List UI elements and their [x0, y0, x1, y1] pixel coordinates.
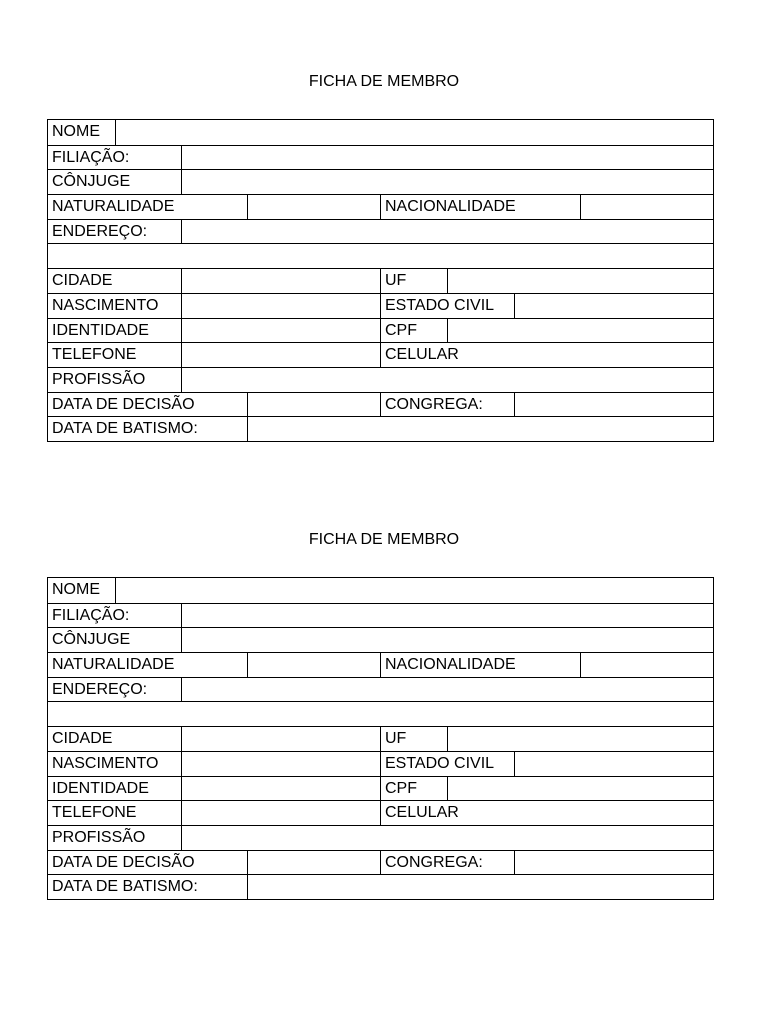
field-cidade[interactable]	[181, 727, 380, 751]
label-cpf: CPF	[380, 319, 447, 343]
label-data-batismo: DATA DE BATISMO:	[52, 420, 198, 438]
field-endereco-line-2[interactable]	[48, 244, 713, 268]
label-cpf: CPF	[380, 777, 447, 801]
label-congrega: CONGREGA:	[380, 393, 514, 417]
field-uf[interactable]	[447, 727, 713, 751]
row-endereco	[48, 219, 713, 244]
field-telefone[interactable]	[181, 801, 380, 825]
field-endereco[interactable]	[181, 220, 713, 244]
row-filiacao	[48, 603, 713, 628]
field-cpf[interactable]	[447, 777, 713, 801]
label-profissao: PROFISSÃO	[52, 370, 146, 388]
field-telefone[interactable]	[181, 343, 380, 367]
label-endereco: ENDEREÇO:	[52, 222, 148, 240]
member-form-table	[47, 577, 714, 900]
field-nome[interactable]	[115, 120, 713, 145]
row-data-decisao	[48, 850, 713, 875]
label-profissao: PROFISSÃO	[52, 828, 146, 846]
label-nascimento: NASCIMENTO	[52, 754, 159, 772]
row-profissao	[48, 825, 713, 850]
label-naturalidade: NATURALIDADE	[52, 198, 175, 216]
row-cidade	[48, 268, 713, 293]
label-filiacao: FILIAÇÃO:	[52, 606, 130, 624]
label-data-batismo: DATA DE BATISMO:	[52, 878, 198, 896]
field-endereco-line-2[interactable]	[48, 702, 713, 726]
form-title: FICHA DE MEMBRO	[308, 73, 460, 90]
field-nome[interactable]	[115, 578, 713, 603]
field-nacionalidade[interactable]	[580, 653, 713, 677]
label-uf: UF	[380, 269, 447, 293]
field-data-batismo[interactable]	[247, 875, 713, 899]
field-data-decisao[interactable]	[247, 851, 380, 875]
row-naturalidade	[48, 652, 713, 677]
row-telefone	[48, 800, 713, 825]
label-data-decisao: DATA DE DECISÃO	[52, 395, 195, 413]
label-conjuge: CÔNJUGE	[52, 173, 131, 191]
label-nacionalidade: NACIONALIDADE	[380, 653, 580, 677]
field-celular[interactable]	[380, 801, 713, 825]
field-conjuge[interactable]	[181, 170, 713, 194]
row-naturalidade	[48, 194, 713, 219]
label-telefone: TELEFONE	[52, 346, 137, 364]
row-filiacao	[48, 145, 713, 170]
row-data-batismo	[48, 416, 713, 441]
field-conjuge[interactable]	[181, 628, 713, 652]
label-data-decisao: DATA DE DECISÃO	[52, 853, 195, 871]
label-nascimento: NASCIMENTO	[52, 296, 159, 314]
label-identidade: IDENTIDADE	[52, 779, 149, 797]
field-naturalidade[interactable]	[247, 653, 380, 677]
label-endereco: ENDEREÇO:	[52, 680, 148, 698]
field-nacionalidade[interactable]	[580, 195, 713, 219]
row-nome	[48, 120, 713, 145]
row-nascimento	[48, 293, 713, 318]
field-congrega[interactable]	[514, 393, 713, 417]
field-cpf[interactable]	[447, 319, 713, 343]
field-naturalidade[interactable]	[247, 195, 380, 219]
label-conjuge: CÔNJUGE	[52, 631, 131, 649]
row-nome	[48, 578, 713, 603]
label-uf: UF	[380, 727, 447, 751]
field-nascimento[interactable]	[181, 752, 380, 776]
form-title: FICHA DE MEMBRO	[308, 531, 460, 548]
row-endereco	[48, 677, 713, 702]
field-nascimento[interactable]	[181, 294, 380, 318]
field-profissao[interactable]	[181, 826, 713, 850]
row-endereco-cont	[48, 243, 713, 268]
label-celular: CELULAR	[385, 804, 459, 822]
label-celular: CELULAR	[385, 346, 459, 364]
row-endereco-cont	[48, 701, 713, 726]
field-congrega[interactable]	[514, 851, 713, 875]
field-profissao[interactable]	[181, 368, 713, 392]
row-conjuge	[48, 627, 713, 652]
label-congrega: CONGREGA:	[380, 851, 514, 875]
row-conjuge	[48, 169, 713, 194]
field-filiacao[interactable]	[181, 146, 713, 170]
field-celular[interactable]	[380, 343, 713, 367]
field-endereco[interactable]	[181, 678, 713, 702]
field-uf[interactable]	[447, 269, 713, 293]
label-cidade: CIDADE	[52, 272, 113, 290]
field-identidade[interactable]	[181, 777, 380, 801]
field-data-decisao[interactable]	[247, 393, 380, 417]
row-telefone	[48, 342, 713, 367]
row-data-decisao	[48, 392, 713, 417]
label-estado-civil: ESTADO CIVIL	[380, 294, 514, 318]
label-nome: NOME	[52, 123, 100, 140]
field-identidade[interactable]	[181, 319, 380, 343]
field-estado-civil[interactable]	[514, 294, 713, 318]
label-telefone: TELEFONE	[52, 804, 137, 822]
label-naturalidade: NATURALIDADE	[52, 656, 175, 674]
row-data-batismo	[48, 874, 713, 899]
label-cidade: CIDADE	[52, 730, 113, 748]
row-nascimento	[48, 751, 713, 776]
label-estado-civil: ESTADO CIVIL	[380, 752, 514, 776]
label-nome: NOME	[52, 581, 100, 598]
label-nacionalidade: NACIONALIDADE	[380, 195, 580, 219]
field-cidade[interactable]	[181, 269, 380, 293]
row-cidade	[48, 726, 713, 751]
field-filiacao[interactable]	[181, 604, 713, 628]
field-estado-civil[interactable]	[514, 752, 713, 776]
row-profissao	[48, 367, 713, 392]
label-filiacao: FILIAÇÃO:	[52, 148, 130, 166]
member-form-table	[47, 119, 714, 442]
row-identidade	[48, 776, 713, 801]
row-identidade	[48, 318, 713, 343]
field-data-batismo[interactable]	[247, 417, 713, 441]
label-identidade: IDENTIDADE	[52, 321, 149, 339]
